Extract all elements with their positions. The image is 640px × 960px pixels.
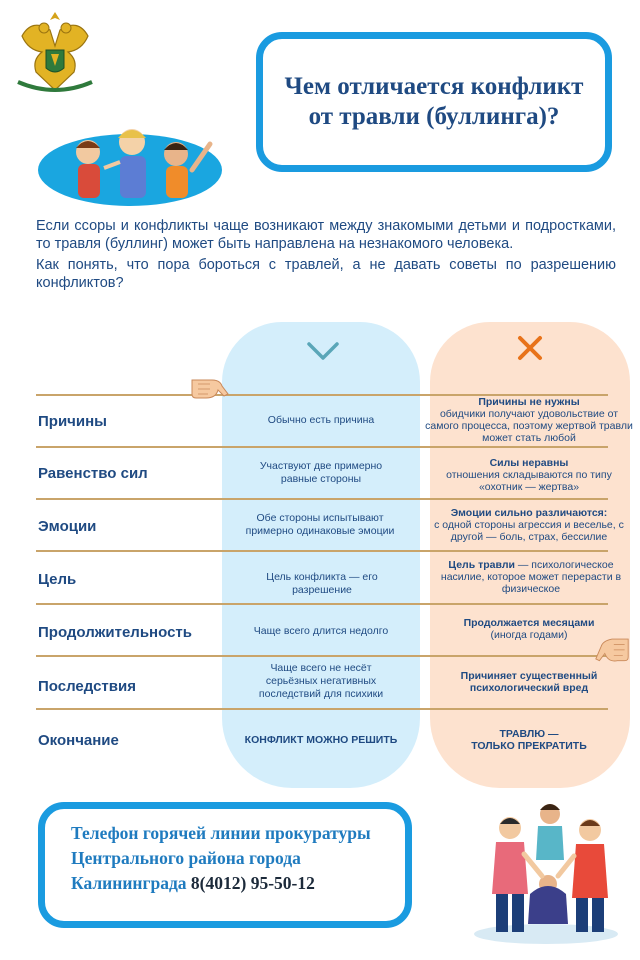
bullying-cell-head: Причины не нужны (478, 396, 580, 408)
conflict-cell-goal: Цель конфликта — его разрешение (266, 571, 378, 596)
prosecutor-emblem (12, 6, 98, 98)
row-label-ending: Окончание (38, 732, 119, 749)
hotline-line-1: Телефон горячей линии прокуратуры (71, 823, 371, 843)
bullying-cell-body: обидчики получают удовольствие от самого процесса, поэтому жертвой травли может стать любой (425, 408, 633, 444)
hotline-box (38, 802, 412, 928)
row-label-emotions: Эмоции (38, 518, 97, 535)
check-icon (306, 340, 340, 362)
bullying-cell-head: Продолжается месяцами (463, 617, 595, 629)
conflict-column (222, 322, 420, 788)
bullying-cell-power-balance (444, 457, 614, 493)
row-divider (36, 550, 608, 552)
page-title (285, 72, 584, 132)
intro-paragraph-1: Если ссоры и конфликты чаще возникают между знакомыми детьми и подростками, то травля (буллинг) может быть направлена на незнакомого человека. (36, 218, 616, 252)
row-label-goal: Цель (38, 571, 77, 588)
row-label-consequences: Последствия (38, 678, 136, 695)
conflict-cell-consequences: Чаще всего не несёт серьёзных негативных последствий для психики (258, 662, 384, 700)
bullying-cell-body: — психологическое насилие, которое может перерасти в физическое (440, 559, 622, 595)
bullying-cell-emotions (424, 507, 634, 543)
pointing-hand-icon (594, 632, 630, 666)
bullying-cell-body: отношения складываются по типу «охотник — жертва» (446, 469, 612, 493)
bullying-cell-head: Цель травли (448, 559, 515, 571)
bullying-cell-body: с одной стороны агрессия и веселье, с другой — боль, страх, бессилие (434, 519, 624, 543)
row-label-causes: Причины (38, 413, 107, 430)
row-divider (36, 603, 608, 605)
bullying-cell-head: Силы неравны (489, 457, 569, 469)
bullying-cell-causes (424, 396, 634, 444)
title-line-1: Чем отличается конфликт (284, 73, 584, 100)
bullying-cell-body: (иногда годами) (490, 629, 568, 641)
children-illustration (34, 108, 226, 206)
hotline-line-3 (71, 871, 405, 896)
conflict-cell-power-balance: Участвуют две примерно равные стороны (259, 460, 383, 485)
bullying-group-illustration (466, 794, 626, 950)
row-divider (36, 446, 608, 448)
title-line-2: от травли (буллинга)? (308, 103, 560, 130)
hotline-phone-number[interactable]: 8(4012) 95-50-12 (190, 873, 315, 893)
hotline-city: Калининграда (71, 873, 187, 893)
bullying-cell-ending (424, 728, 634, 752)
row-divider (36, 655, 608, 657)
conflict-cell-causes: Обычно есть причина (267, 414, 375, 426)
bullying-cell-goal (436, 559, 626, 595)
bullying-cell-head: Причиняет существенный психологический вред (460, 670, 598, 694)
bullying-cell-head: Эмоции сильно различаются: (450, 507, 608, 519)
bullying-cell-consequences (444, 670, 614, 694)
conflict-cell-ending (226, 734, 416, 747)
row-divider (36, 708, 608, 710)
row-divider (36, 498, 608, 500)
bullying-cell-head: ТРАВЛЮ — (499, 728, 559, 740)
bullying-column (430, 322, 630, 788)
bullying-cell-body: ТОЛЬКО ПРЕКРАТИТЬ (471, 740, 587, 752)
conflict-cell-emotions: Обе стороны испытывают примерно одинаковые эмоции (245, 512, 395, 537)
title-box (256, 32, 612, 172)
cross-icon (516, 334, 544, 362)
row-label-duration: Продолжительность (38, 624, 192, 641)
conflict-cell-ending-text: КОНФЛИКТ МОЖНО РЕШИТЬ (244, 734, 398, 746)
intro-text (36, 218, 616, 296)
intro-paragraph-2: Как понять, что пора бороться с травлей, а не давать советы по разрешению конфликтов? (36, 257, 616, 291)
conflict-cell-duration: Чаще всего длится недолго (253, 625, 389, 637)
row-label-power-balance: Равенство сил (38, 465, 148, 482)
pointing-hand-icon (190, 370, 230, 400)
hotline-line-2: Центрального района города (71, 848, 301, 868)
